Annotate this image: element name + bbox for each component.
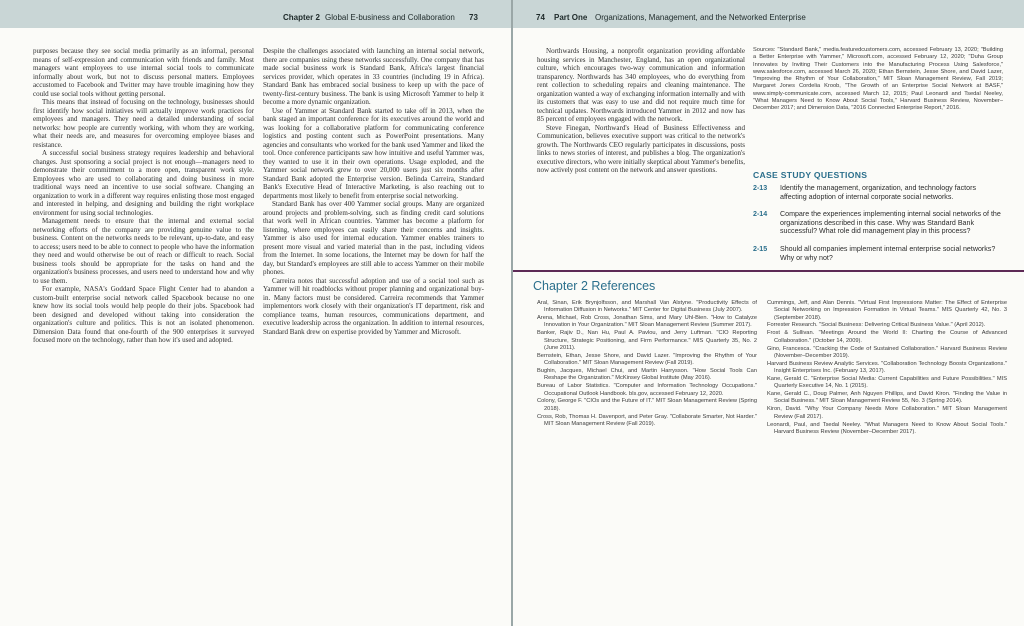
reference-item: Harvard Business Review Analytic Services. "Collaboration Technology Boosts Organizations." Insight Enterprises Inc. (February 13, 2017). [767, 360, 1007, 375]
case-question: 2-13 Identify the management, organization, and technology factors affecting adoption of internal corporate social networks. [753, 184, 976, 201]
paragraph: For example, NASA's Goddard Space Flight Center had to abandon a custom-built enterprise social network called Spacebook because no one knew how its social tools would help people do their jobs. Spacebook had been designed and developed without taking into consideration the organization's culture and politics. This is not an isolated phenomenon. Dimension Data found that one-fourth of the 900 enterprises it surveyed focused more on the technology, rather than how it's used and adopted. [33, 285, 254, 344]
references-column-1 [537, 300, 757, 600]
paragraph: Despite the challenges associated with launching an internal social network, there are companies using these networks successfully. One company that has made social business work is Standard Bank, Africa's largest financial services provider, which operates in 33 countries (including 19 in Africa). Standard Bank has embraced social business to keep up with the pace of twenty-first-century business. The bank is using Microsoft Yammer to help it become a more dynamic organization. [263, 47, 484, 106]
references-column-2 [767, 300, 1007, 600]
page-number-right: 74 [536, 13, 545, 22]
reference-item: Leonardi, Paul, and Tsedal Neeley. "What Managers Need to Know About Social Tools." Harvard Business Review (November–December 2017). [767, 421, 1007, 435]
paragraph: Steve Finegan, Northward's Head of Business Effectiveness and Communication, believes executive support was critical to the network's growth. The Northwards CEO regularly participates in discussions, posts links to news stories of interest, and publishes a blog. The organization's executive directors, who were initially skeptical about Yammer's benefits, now actively post content on the network and answer questions. [537, 123, 745, 174]
reference-item: Cummings, Jeff, and Alan Dennis. "Virtual First Impressions Matter: The Effect of Enterprise Social Networking on Impression Formation in Virtual Teams." MIS Quarterly 42, No. 3 (September 2018). [767, 300, 1007, 321]
chapter-title: Global E-business and Collaboration [325, 13, 455, 22]
page-header-right [513, 0, 1024, 28]
chapter-label: Chapter 2 [283, 13, 320, 22]
paragraph: Northwards Housing, a nonprofit organization providing affordable housing services in Manchester, England, has an open organizational culture, which encourages two-way communication and information transparency. Northwards has 340 employees, who do everything from rent collection to scheduling repairs and cleaning maintenance. The organization wanted a way of exchanging information internally and with its customers that was easy to use and did not require much time for technical updates. Northwards introduced Yammer in 2012 and now has 85 percent of employees engaged with the network. [537, 47, 745, 123]
section-divider [513, 270, 1024, 272]
references-title: Chapter 2 References [533, 279, 656, 293]
page-number-left: 73 [469, 13, 478, 22]
left-column-1 [33, 47, 254, 617]
reference-item: Bureau of Labor Statistics. "Computer and Information Technology Occupations." Occupational Outlook Handbook. bls.gov, accessed February 12, 2020. [537, 383, 757, 397]
paragraph: purposes because they see social media primarily as an informal, personal means of self-expression and communication with friends and family. Most managers want employees to use internal social tools to communicate informally about work, but not to discuss personal matters. Employees accustomed to Facebook and Twitter may have trouble imagining how they could use social tools without getting personal. [33, 47, 254, 98]
reference-item: Kane, Gerald C. "Enterprise Social Media: Current Capabilities and Future Possibilities." MIS Quarterly Executive 14, No. 1 (2015). [767, 375, 1007, 390]
reference-item: Cross, Rob, Thomas H. Davenport, and Peter Gray. "Collaborate Smarter, Not Harder." MIT Sloan Management Review (Fall 2019). [537, 413, 757, 427]
reference-item: Aral, Sinan, Erik Brynjolfsson, and Marshall Van Alstyne. "Productivity Effects of Information Diffusion in Networks." MIT Center for Digital Business (July 2007). [537, 300, 757, 314]
right-page [513, 0, 1024, 626]
case-question: 2-14 Compare the experiences implementing internal social networks of the organizations described in this case. Why was Standard Bank successful? What role did management play in this process? [753, 210, 1001, 236]
paragraph: Use of Yammer at Standard Bank started to take off in 2013, when the bank staged an important conference for its executives around the world and was looking for a collaborative platform for communicating conference logistics and posting content such as PowerPoint presentations. Many agencies and consultants who worked for the bank used Yammer and liked the tool. Once conference participants saw how intuitive and useful Yammer was, they wanted to use it in their own operations. Usage exploded, and the Yammer social network grew to over 20,000 users just six months after Standard Bank adopted the Enterprise version. Belinda Carreira, Standard Bank's Executive Head of Interactive Marketing, is also reaching out to departments most likely to benefit from enterprise social networking. [263, 106, 484, 200]
case-question: 2-15 Should all companies implement internal enterprise social networks? Why or why not? [753, 245, 996, 262]
reference-item: Bughin, Jacques, Michael Chui, and Martin Harrysson. "How Social Tools Can Reshape the Organization." McKinsey Global Institute (May 2016). [537, 368, 757, 382]
case-study-questions-title: CASE STUDY QUESTIONS [753, 170, 868, 180]
reference-item: Banker, Rajiv D., Nan Hu, Paul A. Pavlou, and Jerry Luftman. "CIO Reporting Structure, Strategic Positioning, and Firm Performance." MIS Quarterly 35, No. 2 (June 2011). [537, 330, 757, 351]
part-title: Organizations, Management, and the Networked Enterprise [595, 13, 806, 22]
paragraph: Standard Bank has over 400 Yammer social groups. Many are organized around projects and problem-solving, such as finding credit card solutions that work well in African countries. Yammer has become a platform for listening, where employees can easily share their concerns and insights. Yammer is also used for internal education. Yammer enables trainers to present more visual and varied material than in the past, including videos from the Internet. In some locations, the Internet may be down for half the day, but Standard's employees are still able to access Yammer on their mobile phones. [263, 200, 484, 276]
reference-item: Kiron, David. "Why Your Company Needs More Collaboration." MIT Sloan Management Review (Fall 2017). [767, 406, 1007, 420]
part-label: Part One [554, 13, 588, 22]
reference-item: Bernstein, Ethan, Jesse Shore, and David Lazer. "Improving the Rhythm of Your Collaboration." MIT Sloan Management Review (Fall 2019). [537, 352, 757, 367]
reference-item: Frost & Sullivan. "Meetings Around the World II: Charting the Course of Advanced Collaboration." (October 14, 2009). [767, 330, 1007, 344]
reference-item: Kane, Gerald C., Doug Palmer, Anh Nguyen Phillips, and David Kiron. "Finding the Value in Social Business." MIT Sloan Management Review 55, No. 3 (Spring 2014). [767, 391, 1007, 405]
paragraph: This means that instead of focusing on the technology, businesses should first identify how social initiatives will actually improve work practices for employees and managers. They need a detailed understanding of social networks: how people are currently working, with whom they are working, what their needs are, and measures for overcoming employee biases and resistance. [33, 98, 254, 149]
paragraph: Carreira notes that successful adoption and use of a social tool such as Yammer will hit roadblocks without proper planning and organizational buy-in. Many factors must be considered. Carreira recommends that Yammer implementors work closely with their organization's IT department, risk and compliance teams, human resources, communications department, and executive leadership across the organization. In addition to internal resources, Standard Bank drew on expertise provided by Yammer and Microsoft. [263, 276, 484, 336]
reference-item: Arena, Michael, Rob Cross, Jonathan Sims, and Mary Uhl-Bien. "How to Catalyze Innovation in Your Organization." MIT Sloan Management Review (Summer 2017). [537, 315, 757, 329]
left-column-2 [263, 47, 484, 617]
sources-note: Sources: "Standard Bank," media.featuredcustomers.com, accessed February 13, 2020; "Building a Better Enterprise with Yammer," Microsoft.com, accessed February 12, 2020; "Duha Group Innovates by Inviting Their Customers into the Manufacturing Process Using Salesforce," www.salesforce.com, accessed March 26, 2020; Ethan Bernstein, Jesse Shore, and David Lazer, "Improving the Rhythm of Your Collaboration," MIT Sloan Management Review, Fall 2019; Margaret Jones Cordelia Kroob, "The Growth of an Enterprise Social Network at BASF," www.simply-communicate.com, accessed March 12, 2015; Paul Leonardi and Tsedal Neeley, "What Managers Need to Know About Social Tools," Harvard Business Review, November–December 2017; and Dimension Data, "2016 Connected Enterprise Report," 2016. [753, 47, 1003, 112]
page-header-left [0, 0, 512, 28]
reference-item: Colony, George F. "CIOs and the Future of IT." MIT Sloan Management Review (Spring 2018). [537, 398, 757, 412]
paragraph: Management needs to ensure that the internal and external social networking efforts of the company are providing genuine value to the business. Content on the networks needs to be relevant, up-to-date, and easy to access; users need to be able to connect to people who have the information they need and would otherwise be out of reach or difficult to reach. Social business tools should be appropriate for the tasks on hand and the organization's business processes, and users need to understand how and why to use them. [33, 217, 254, 285]
case-body-column [537, 47, 745, 242]
paragraph: A successful social business strategy requires leadership and behavioral changes. Just sponsoring a social project is not enough—managers need to demonstrate their commitment to a more open, transparent work style. Employees who are used to collaborating and doing business in more traditional ways need an incentive to use social software. Changing an organization to work in a different way requires enlisting those most engaged and interested in helping, and designing and building the right workplace environment for using social technologies. [33, 149, 254, 217]
reference-item: Forrester Research. "Social Business: Delivering Critical Business Value." (April 2012). [767, 322, 986, 329]
reference-item: Gino, Francesca. "Cracking the Code of Sustained Collaboration." Harvard Business Review (November–December 2019). [767, 345, 1007, 359]
